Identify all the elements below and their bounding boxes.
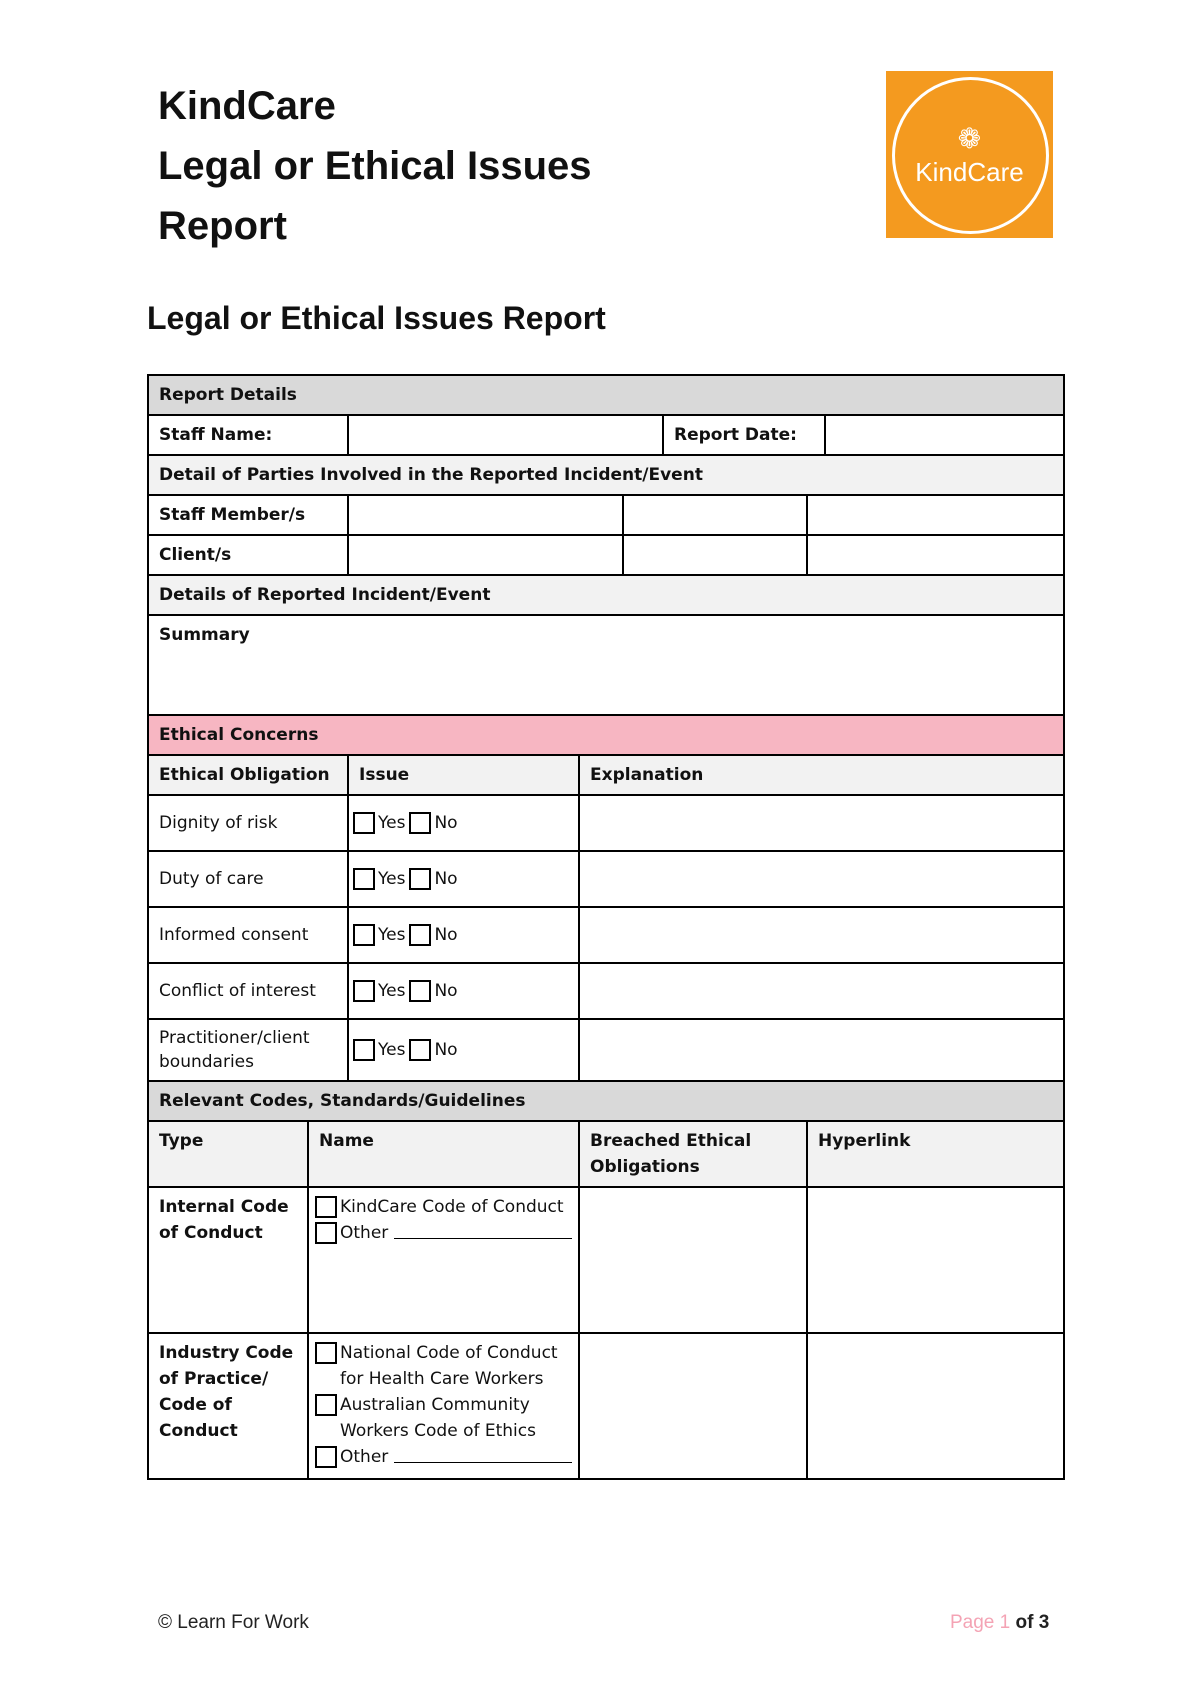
explanation-field[interactable] (579, 1019, 1064, 1081)
ethical-row (148, 795, 1064, 851)
staff-member-field-2[interactable] (623, 495, 807, 535)
option-other-internal (315, 1220, 572, 1246)
kindcare-logo (886, 71, 1053, 238)
no-checkbox[interactable] (409, 1039, 431, 1061)
explanation-field[interactable] (579, 851, 1064, 907)
option-other-industry (315, 1444, 572, 1470)
page-number: 1 (999, 1612, 1011, 1633)
no-checkbox[interactable] (409, 812, 431, 834)
ethical-row (148, 963, 1064, 1019)
ethical-row (148, 851, 1064, 907)
yes-label: Yes (378, 925, 406, 945)
no-checkbox[interactable] (409, 980, 431, 1002)
other-internal-label: Other (340, 1223, 389, 1243)
national-code-label: National Code of Conduct for Health Care Workers (340, 1343, 558, 1389)
other-industry-label: Other (340, 1447, 389, 1467)
acw-code-label: Australian Community Workers Code of Ethics (340, 1395, 536, 1441)
document-title (158, 76, 592, 256)
option-national-code (315, 1340, 572, 1392)
no-label: No (434, 925, 458, 945)
clients-label: Client/s (148, 535, 348, 575)
client-field-1[interactable] (348, 535, 623, 575)
industry-breached-field[interactable] (579, 1333, 807, 1479)
client-field-2[interactable] (623, 535, 807, 575)
other-industry-blank[interactable] (394, 1444, 572, 1463)
logo-ring (892, 77, 1049, 234)
explanation-field[interactable] (579, 963, 1064, 1019)
col-hyperlink: Hyperlink (807, 1121, 1064, 1187)
internal-breached-field[interactable] (579, 1187, 807, 1333)
obligation-label: Duty of care (148, 851, 348, 907)
staff-members-label: Staff Member/s (148, 495, 348, 535)
option-kindcare-code (315, 1194, 572, 1220)
no-label: No (434, 813, 458, 833)
no-label: No (434, 1040, 458, 1060)
staff-member-field-1[interactable] (348, 495, 623, 535)
industry-code-type: Industry Code of Practice/ Code of Conduct (148, 1333, 308, 1479)
no-label: No (434, 869, 458, 889)
internal-code-type: Internal Code of Conduct (148, 1187, 308, 1333)
staff-member-field-3[interactable] (807, 495, 1064, 535)
yes-checkbox[interactable] (353, 924, 375, 946)
yes-checkbox[interactable] (353, 1039, 375, 1061)
explanation-field[interactable] (579, 795, 1064, 851)
form-title: Legal or Ethical Issues Report (147, 300, 606, 336)
other-internal-checkbox[interactable] (315, 1222, 337, 1244)
title-line-1: KindCare (158, 84, 336, 128)
staff-name-label: Staff Name: (148, 415, 348, 455)
other-industry-checkbox[interactable] (315, 1446, 337, 1468)
report-details-header: Report Details (148, 375, 1064, 415)
yes-label: Yes (378, 1040, 406, 1060)
industry-hyperlink-field[interactable] (807, 1333, 1064, 1479)
ethical-row (148, 1019, 1064, 1081)
report-date-label: Report Date: (663, 415, 825, 455)
copyright-text: © Learn For Work (158, 1612, 309, 1633)
yes-label: Yes (378, 981, 406, 1001)
national-code-checkbox[interactable] (315, 1342, 337, 1364)
internal-hyperlink-field[interactable] (807, 1187, 1064, 1333)
incident-header: Details of Reported Incident/Event (148, 575, 1064, 615)
yes-checkbox[interactable] (353, 812, 375, 834)
acw-code-checkbox[interactable] (315, 1394, 337, 1416)
parties-header: Detail of Parties Involved in the Reported Incident/Event (148, 455, 1064, 495)
report-date-field[interactable] (825, 415, 1064, 455)
flower-icon: ❁ (957, 123, 982, 154)
yes-checkbox[interactable] (353, 868, 375, 890)
option-acw-code (315, 1392, 572, 1444)
title-line-2: Legal or Ethical Issues (158, 144, 592, 188)
col-issue: Issue (348, 755, 579, 795)
col-ethical-obligation: Ethical Obligation (148, 755, 348, 795)
logo-text: KindCare (915, 157, 1024, 187)
obligation-label: Dignity of risk (148, 795, 348, 851)
summary-field[interactable] (148, 615, 1064, 715)
yes-label: Yes (378, 869, 406, 889)
no-label: No (434, 981, 458, 1001)
client-field-3[interactable] (807, 535, 1064, 575)
yes-label: Yes (378, 813, 406, 833)
ethical-concerns-header: Ethical Concerns (148, 715, 1064, 755)
page-total: of 3 (1015, 1612, 1050, 1633)
col-explanation: Explanation (579, 755, 1064, 795)
col-name: Name (308, 1121, 579, 1187)
ethical-row (148, 907, 1064, 963)
obligation-label: Informed consent (148, 907, 348, 963)
page-word: Page (950, 1612, 995, 1633)
no-checkbox[interactable] (409, 924, 431, 946)
summary-label: Summary (159, 625, 250, 645)
title-line-3: Report (158, 204, 287, 248)
page-indicator (950, 1612, 1049, 1634)
report-form (147, 374, 1065, 1480)
obligation-label: Practitioner/client boundaries (148, 1019, 348, 1081)
no-checkbox[interactable] (409, 868, 431, 890)
explanation-field[interactable] (579, 907, 1064, 963)
obligation-label: Conflict of interest (148, 963, 348, 1019)
yes-checkbox[interactable] (353, 980, 375, 1002)
staff-name-field[interactable] (348, 415, 663, 455)
codes-header: Relevant Codes, Standards/Guidelines (148, 1081, 1064, 1121)
kindcare-code-checkbox[interactable] (315, 1196, 337, 1218)
kindcare-code-label: KindCare Code of Conduct (340, 1197, 564, 1217)
other-internal-blank[interactable] (394, 1220, 572, 1239)
col-type: Type (148, 1121, 308, 1187)
col-breached: Breached Ethical Obligations (579, 1121, 807, 1187)
